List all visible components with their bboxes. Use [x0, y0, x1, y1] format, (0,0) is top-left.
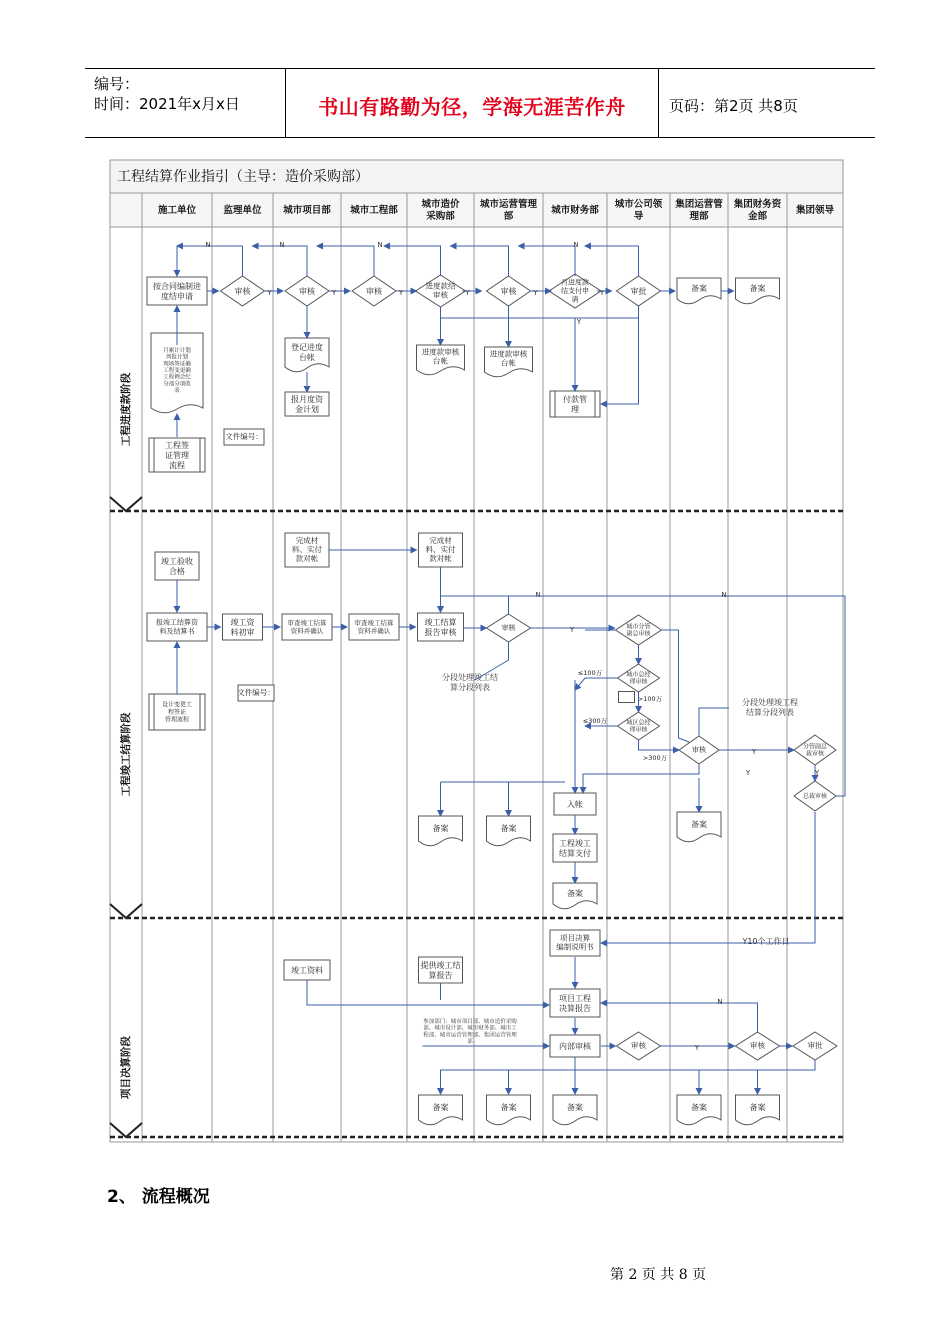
motto-text: 书山有路勤为径，学海无涯苦作舟: [318, 95, 626, 119]
lane-header-label: 集团财务资金部: [733, 198, 782, 222]
page-label: 页码：第2页 共8页: [669, 97, 798, 115]
file-no-tag-label: 文件编号：: [225, 432, 263, 441]
flag-n: N: [721, 591, 727, 599]
record-doc-label: 备案: [567, 1102, 583, 1112]
group-final-diamond-label: 总裁审核: [802, 792, 828, 800]
lane-header-label: 城市造价采购部: [421, 198, 460, 222]
record-doc-label: 备案: [749, 1102, 766, 1112]
settlement-report-box-label: 竣工结算报告审核: [424, 617, 457, 637]
amount-label: ≤100万: [577, 669, 603, 677]
mini-doc-box: [619, 692, 635, 703]
code-label: 编号：: [94, 75, 140, 93]
ops-review-diamond-label: 审核: [501, 624, 516, 632]
flag-n: N: [377, 241, 383, 249]
flowchart-title: 工程结算作业指引（主导：造价采购部）: [117, 169, 369, 185]
city-lead-approve-diamond-label: 审批: [630, 286, 647, 296]
lane-header-label: 城市运营管理部: [479, 198, 538, 222]
segment-note: 分段处理竣工结算分段列表: [442, 672, 498, 692]
phase-label: 工程竣工结算阶段: [120, 712, 132, 797]
acceptance-box-label: 竣工验收合格: [161, 556, 193, 576]
supervisor-review-diamond-label: 审核: [234, 286, 251, 296]
amount-label: >100万: [637, 695, 663, 703]
flag-y: Y: [599, 289, 605, 297]
flag-y: Y: [398, 289, 404, 297]
monthly-docs-label: 月累计计划周报计划现场签证确工程变更确工程例会纪分部分项收表: [163, 347, 191, 394]
group-approve-diamond-label: 审批: [807, 1041, 823, 1050]
page-footer: 第 2 页 共 8 页: [610, 1267, 707, 1283]
lane-header-label: 监理单位: [223, 204, 262, 216]
amount-label: >300万: [642, 754, 668, 762]
record-doc-label: 备案: [567, 888, 583, 898]
city-review-diamond-label: 审核: [631, 1041, 646, 1050]
gm-review-diamond-label: 城市总经理审核: [626, 670, 651, 686]
ten-days-label: Y10个工作日: [742, 936, 790, 946]
deputy-review-diamond-label: 城市分管副总审核: [626, 622, 651, 638]
internal-review-box-label: 内部审核: [559, 1041, 591, 1051]
time-label: 时间：2021年x月x日: [94, 95, 240, 113]
submit-settlement-box-label: 报竣工结算资料及结算书: [156, 618, 198, 636]
record-doc-label: 备案: [432, 1102, 449, 1112]
record-doc-label: 备案: [432, 823, 449, 833]
lane-header-label: 城市公司领导: [614, 198, 663, 222]
reconcile-box-label: 完成材料、实付款对帐: [425, 535, 456, 564]
flowchart-frame: [110, 160, 843, 1142]
phase-label: 项目决算阶段: [120, 1036, 132, 1099]
group-deputy-diamond-label: 分管副总裁审核: [802, 742, 828, 758]
flag-n: N: [717, 998, 723, 1006]
final-report-box-label: 项目工程决算报告: [559, 993, 591, 1013]
explanation-box-label: 项目决算编制说明书: [556, 933, 594, 952]
flag-y: Y: [576, 318, 582, 326]
cost-review-diamond-label: 进度款结审核: [425, 281, 456, 300]
lane-header-label: 集团运营管理部: [675, 198, 723, 222]
file-no-tag-label: 文件编号：: [237, 688, 275, 697]
monthly-plan-box-label: 报月度资金计划: [291, 394, 323, 414]
record-doc-label: 备案: [691, 819, 707, 829]
lane-header-label: 施工单位: [157, 204, 197, 216]
project-check-box-label: 审查竣工结算资料并确认: [287, 619, 327, 635]
segment-note: 分段处理竣工程结算分段列表: [742, 697, 798, 717]
flag-n: N: [573, 241, 579, 249]
district-gm-diamond-label: 城区总经理审核: [626, 718, 651, 734]
amount-label: ≤300万: [582, 717, 608, 725]
supervisor-prelim-box-label: 竣工资料初审: [230, 617, 255, 637]
flag-n: N: [205, 241, 211, 249]
ledger-doc-label: 进度款审核台帐: [421, 347, 460, 366]
finance-apply-diamond-label: 月进度款结支付申请: [561, 278, 589, 304]
engineering-review-diamond-label: 审核: [366, 286, 382, 296]
record-doc-label: 备案: [749, 283, 766, 293]
record-doc-label: 备案: [691, 283, 707, 293]
phase-label: 工程进度款阶段: [120, 372, 132, 447]
group-finance-review-diamond-label: 审核: [750, 1041, 765, 1050]
flag-y: Y: [465, 289, 470, 297]
ledger-doc-label: 登记进度台帐: [291, 342, 323, 362]
apply-progress-box-label: 按合同编制进度结申请: [153, 281, 201, 301]
lane-header-label: 城市项目部: [283, 204, 331, 216]
flag-y: Y: [533, 289, 538, 297]
ledger-doc-label: 进度款审核台帐: [489, 349, 528, 368]
visa-flow-box-label: 工程签证管理流程: [165, 440, 189, 470]
flag-y: Y: [751, 748, 757, 756]
flag-y: Y: [745, 769, 751, 777]
record-doc-label: 备案: [500, 823, 517, 833]
ops-review-diamond-label: 审核: [500, 286, 517, 296]
change-visa-flow-box-label: 设计变更工程签证管理流程: [161, 701, 193, 723]
record-doc-label: 备案: [500, 1102, 517, 1112]
project-review-diamond-label: 审核: [299, 286, 315, 296]
flag-y: Y: [694, 1044, 700, 1052]
record-doc-label: 备案: [691, 1102, 707, 1112]
lane-header-label: 城市工程部: [350, 204, 398, 216]
engineering-check-box-label: 审查竣工结算资料并确认: [354, 619, 394, 635]
flag-y: Y: [331, 289, 337, 297]
final-payment-box-label: 工程竣工结算支付: [559, 838, 591, 858]
provide-report-box-label: 提供竣工结算报告: [420, 960, 461, 980]
flag-y: Y: [569, 626, 575, 634]
flag-n: N: [279, 241, 285, 249]
handover-box-label: 竣工资料: [291, 965, 323, 975]
lane-header-label: 集团领导: [795, 204, 835, 216]
lane-header-label: 城市财务部: [551, 204, 599, 216]
flag-y: Y: [814, 769, 820, 777]
group-ops-review-diamond-label: 审核: [692, 746, 706, 754]
section-heading: 2、 流程概况: [107, 1187, 210, 1207]
flag-y: Y: [267, 289, 272, 297]
payment-mgmt-box-label: 付款管理: [563, 394, 587, 414]
flag-n: N: [535, 591, 541, 599]
participants-note: 参加部门：城市项目部、城市造价采购部、城市设计部、城市财务部、城市工程部、城市运营管理部、集团运营管理部: [423, 1018, 517, 1045]
reconcile-box-label: 完成材料、实付款对帐: [292, 535, 322, 564]
entry-box-label: 入帐: [567, 799, 583, 809]
